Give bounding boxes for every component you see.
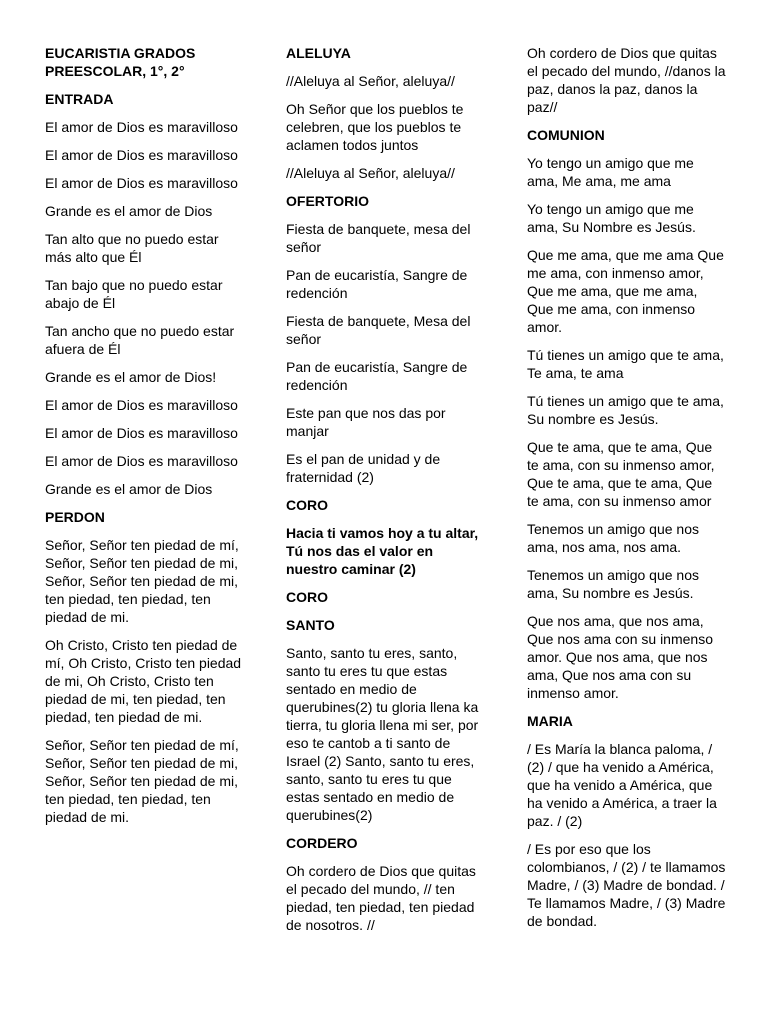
verse: Grande es el amor de Dios! xyxy=(45,369,217,385)
verse: Que me ama, que me ama Que me ama, con inmenso amor, Que me ama, que me ama, Que me ama, con inmenso amor. xyxy=(527,247,724,335)
section-heading-santo: SANTO xyxy=(286,617,335,633)
section-heading-coro: CORO xyxy=(286,497,328,513)
verse: Fiesta de banquete, Mesa del señor xyxy=(286,313,471,347)
verse: Que te ama, que te ama, Que te ama, con su inmenso amor, Que te ama, que te ama, Que te ama, con su inmenso amor xyxy=(527,439,715,509)
verse: Grande es el amor de Dios xyxy=(45,481,213,497)
chorus-text: Hacia ti vamos hoy a tu altar, Tú nos das el valor en nuestro caminar (2) xyxy=(286,525,479,577)
verse: Señor, Señor ten piedad de mí, Señor, Señor ten piedad de mi, Señor, Señor ten piedad de mi, ten piedad, ten piedad, ten piedad de mi. xyxy=(45,537,239,625)
verse: Oh cordero de Dios que quitas el pecado del mundo, // ten piedad, ten piedad, ten piedad de nosotros. // xyxy=(286,863,476,933)
verse: / Es María la blanca paloma, / (2) / que ha venido a América, que ha venido a América, que ha venido a América, a traer la paz. / (2) xyxy=(527,741,717,829)
section-heading-ofertorio: OFERTORIO xyxy=(286,193,369,209)
column-3 xyxy=(527,44,727,940)
verse: / Es por eso que los colombianos, / (2) / te llamamos Madre, / (3) Madre de bondad. / Te llamamos Madre, / (3) Madre de bondad. xyxy=(527,841,726,929)
verse: Grande es el amor de Dios xyxy=(45,203,213,219)
verse: //Aleluya al Señor, aleluya// xyxy=(286,73,455,89)
verse: El amor de Dios es maravilloso xyxy=(45,175,238,191)
column-1 xyxy=(45,44,245,836)
verse: Tan alto que no puedo estar más alto que Él xyxy=(45,231,219,265)
section-heading-maria: MARIA xyxy=(527,713,573,729)
verse: Pan de eucaristía, Sangre de redención xyxy=(286,359,468,393)
verse: Señor, Señor ten piedad de mí, Señor, Señor ten piedad de mi, Señor, Señor ten piedad de mi, ten piedad, ten piedad, ten piedad de mi. xyxy=(45,737,239,825)
section-heading-entrada: ENTRADA xyxy=(45,91,114,107)
verse: Oh Señor que los pueblos te celebren, que los pueblos te aclamen todos juntos xyxy=(286,101,464,153)
document-title: EUCARISTIA GRADOS PREESCOLAR, 1°, 2° xyxy=(45,45,196,79)
verse: Tan ancho que no puedo estar afuera de Él xyxy=(45,323,235,357)
verse: Pan de eucaristía, Sangre de redención xyxy=(286,267,468,301)
verse: Tenemos un amigo que nos ama, Su nombre es Jesús. xyxy=(527,567,699,601)
verse: Fiesta de banquete, mesa del señor xyxy=(286,221,471,255)
section-heading-coro-repeat: CORO xyxy=(286,589,328,605)
section-heading-aleluya: ALELUYA xyxy=(286,45,351,61)
verse: El amor de Dios es maravilloso xyxy=(45,425,238,441)
section-heading-perdon: PERDON xyxy=(45,509,105,525)
verse: Tú tienes un amigo que te ama, Su nombre es Jesús. xyxy=(527,393,724,427)
verse: El amor de Dios es maravilloso xyxy=(45,119,238,135)
verse: Santo, santo tu eres, santo, santo tu eres tu que estas sentado en medio de querubines(2) tu gloria llena ka tierra, tu gloria llena mi ser, por eso te cantob a ti santo de Israel (2) Santo, santo tu eres, santo, santo tu eres tu que estas sentado en medio de querubines(2) xyxy=(286,645,479,823)
verse: Es el pan de unidad y de fraternidad (2) xyxy=(286,451,441,485)
verse: Oh cordero de Dios que quitas el pecado del mundo, //danos la paz, danos la paz, danos la paz// xyxy=(527,45,726,115)
verse: Yo tengo un amigo que me ama, Me ama, me ama xyxy=(527,155,694,189)
verse: Tan bajo que no puedo estar abajo de Él xyxy=(45,277,223,311)
section-heading-cordero: CORDERO xyxy=(286,835,358,851)
verse: El amor de Dios es maravilloso xyxy=(45,397,238,413)
verse: El amor de Dios es maravilloso xyxy=(45,147,238,163)
verse: Tú tienes un amigo que te ama, Te ama, te ama xyxy=(527,347,724,381)
verse: Que nos ama, que nos ama, Que nos ama con su inmenso amor. Que nos ama, que nos ama, Que nos ama con su inmenso amor. xyxy=(527,613,713,701)
verse: Oh Cristo, Cristo ten piedad de mí, Oh Cristo, Cristo ten piedad de mi, Oh Cristo, Cristo ten piedad de mi, ten piedad, ten piedad, ten piedad de mi. xyxy=(45,637,242,725)
verse: Tenemos un amigo que nos ama, nos ama, nos ama. xyxy=(527,521,699,555)
verse: Yo tengo un amigo que me ama, Su Nombre es Jesús. xyxy=(527,201,696,235)
section-heading-comunion: COMUNION xyxy=(527,127,605,143)
verse: Este pan que nos das por manjar xyxy=(286,405,446,439)
verse: //Aleluya al Señor, aleluya// xyxy=(286,165,455,181)
verse: El amor de Dios es maravilloso xyxy=(45,453,238,469)
column-2 xyxy=(286,44,486,944)
